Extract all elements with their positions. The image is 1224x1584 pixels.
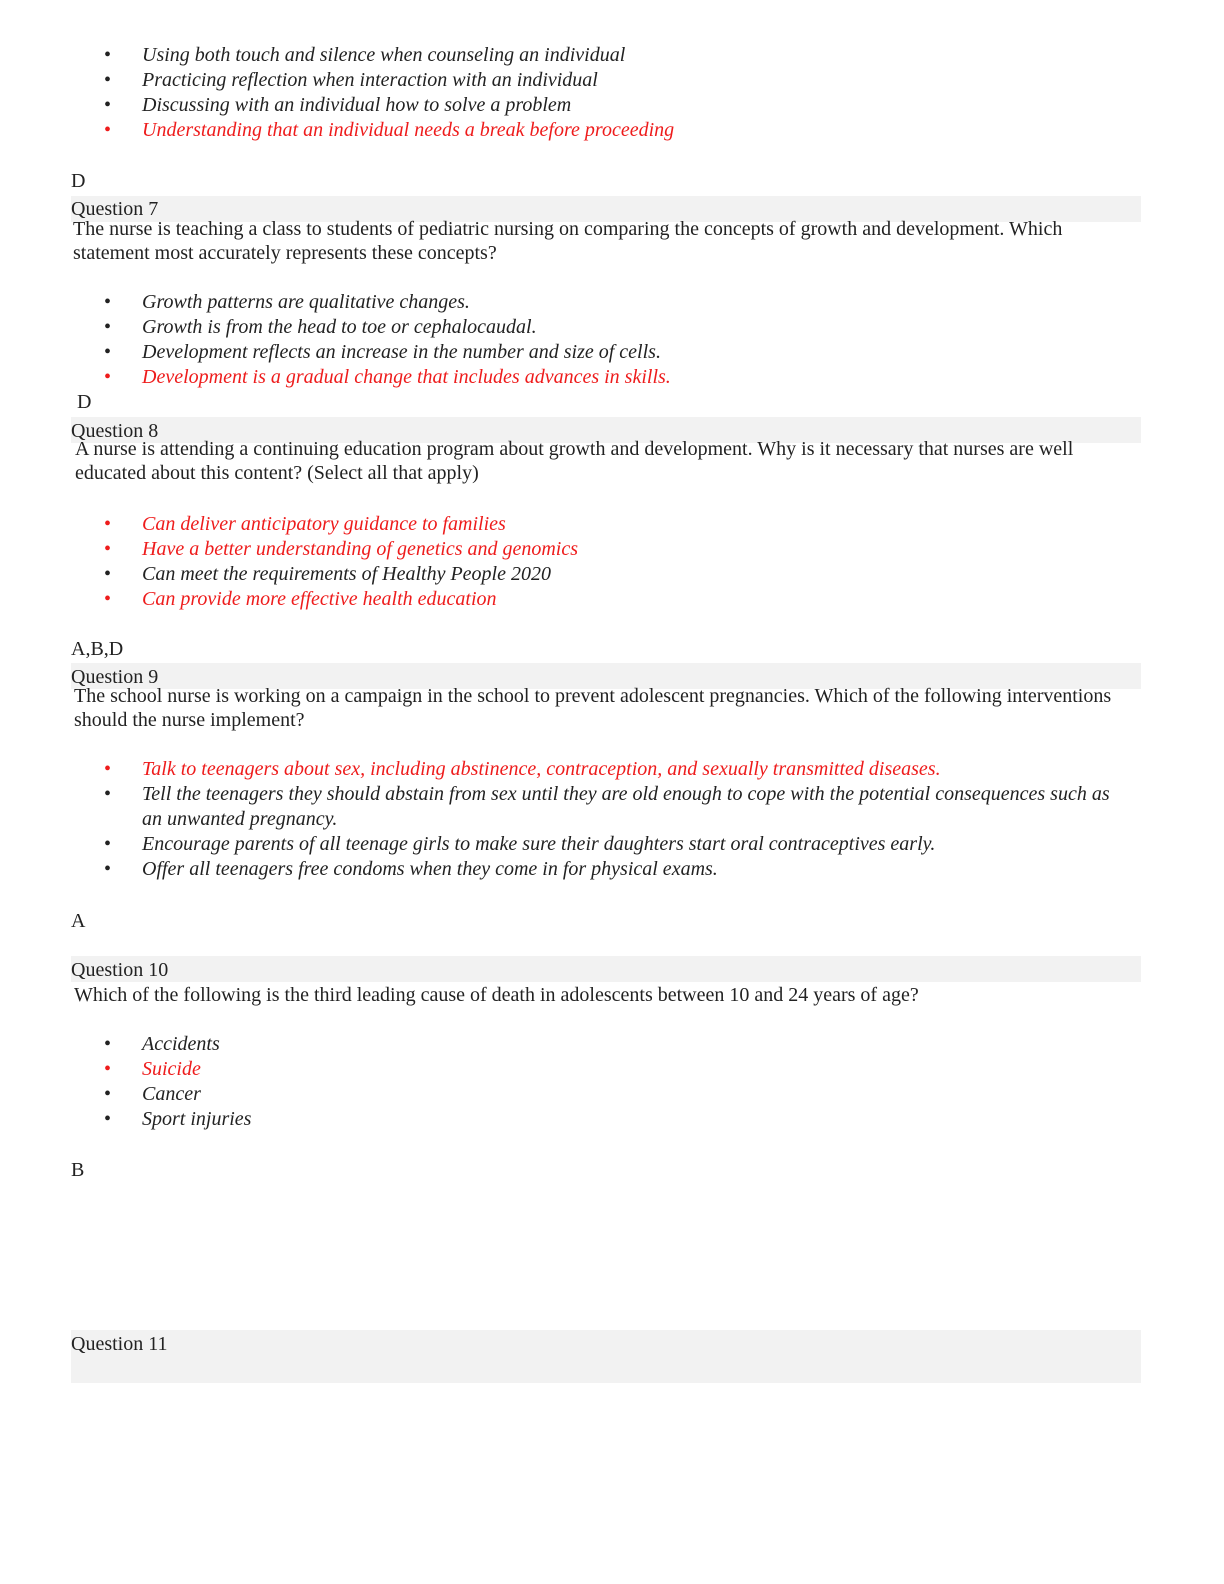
bullet-icon: • [104, 1058, 112, 1080]
q6-option-d: • Understanding that an individual needs a break before proceeding [104, 119, 675, 141]
bullet-icon: • [104, 94, 112, 116]
q9-text: The school nurse is working on a campaign in the school to prevent adolescent pregnancies. Which of the following interventions should the nurse implement? [74, 685, 1112, 731]
q10-option-d: • Sport injuries [104, 1108, 252, 1130]
q8-option-c: • Can meet the requirements of Healthy People 2020 [104, 563, 551, 585]
bullet-icon: • [104, 833, 112, 855]
q9-option-b: • Tell the teenagers they should abstain from sex until they are old enough to cope with the potential consequences such as an unwanted pregnancy. [104, 783, 1110, 830]
bullet-icon: • [104, 858, 112, 880]
q8-option-a: • Can deliver anticipatory guidance to families [104, 513, 506, 535]
q6-option-b: • Practicing reflection when interaction with an individual [104, 69, 598, 91]
q9-option-d: • Offer all teenagers free condoms when they come in for physical exams. [104, 858, 718, 880]
q10-label: Question 10 [71, 959, 169, 981]
bullet-icon: • [104, 588, 112, 610]
q7-text: The nurse is teaching a class to students of pediatric nursing on comparing the concepts of growth and development. Which statement most accurately represents these concepts? [73, 218, 1063, 264]
bullet-icon: • [104, 366, 112, 388]
bullet-icon: • [104, 341, 112, 363]
q9-option-c: • Encourage parents of all teenage girls to make sure their daughters start oral contraceptives early. [104, 833, 936, 855]
q7-option-c: • Development reflects an increase in the number and size of cells. [104, 341, 661, 363]
q6-answer: D [71, 170, 86, 192]
bullet-icon: • [104, 316, 112, 338]
bullet-icon: • [104, 1033, 112, 1055]
q8-option-b: • Have a better understanding of genetics and genomics [104, 538, 579, 560]
q11-label: Question 11 [71, 1333, 168, 1355]
q11-header-bar [71, 1330, 1141, 1383]
q6-options [104, 43, 674, 143]
q9-options [104, 757, 1132, 882]
bullet-icon: • [104, 1083, 112, 1105]
q10-options [104, 1032, 251, 1132]
q10-option-b: • Suicide [104, 1058, 201, 1080]
q9-option-a: • Talk to teenagers about sex, including abstinence, contraception, and sexually transmitted diseases. [104, 758, 941, 780]
q7-option-d: • Development is a gradual change that includes advances in skills. [104, 366, 671, 388]
bullet-icon: • [104, 119, 112, 141]
bullet-icon: • [104, 783, 112, 805]
q10-text: Which of the following is the third leading cause of death in adolescents between 10 and 24 years of age? [74, 984, 919, 1006]
q7-label: Question 7 [71, 198, 159, 220]
q7-options [104, 290, 671, 390]
bullet-icon: • [104, 1108, 112, 1130]
q9-answer: A [71, 910, 86, 932]
q8-option-d: • Can provide more effective health education [104, 588, 497, 610]
bullet-icon: • [104, 758, 112, 780]
bullet-icon: • [104, 44, 112, 66]
q8-options [104, 512, 578, 612]
bullet-icon: • [104, 563, 112, 585]
q8-label: Question 8 [71, 420, 159, 442]
q6-option-a: • Using both touch and silence when counseling an individual [104, 44, 626, 66]
q8-text: A nurse is attending a continuing education program about growth and development. Why is it necessary that nurses are well educated about this content? (Select all that apply) [75, 438, 1074, 484]
q10-option-c: • Cancer [104, 1083, 201, 1105]
q10-answer: B [71, 1159, 85, 1181]
bullet-icon: • [104, 513, 112, 535]
q9-label: Question 9 [71, 666, 159, 688]
q10-option-a: • Accidents [104, 1033, 220, 1055]
bullet-icon: • [104, 291, 112, 313]
q7-option-a: • Growth patterns are qualitative changes. [104, 291, 470, 313]
bullet-icon: • [104, 538, 112, 560]
q6-option-c: • Discussing with an individual how to solve a problem [104, 94, 572, 116]
q8-answer: A,B,D [71, 638, 124, 660]
bullet-icon: • [104, 69, 112, 91]
q7-option-b: • Growth is from the head to toe or cephalocaudal. [104, 316, 537, 338]
q10-header-bar [71, 956, 1141, 982]
q7-answer: D [77, 391, 92, 413]
